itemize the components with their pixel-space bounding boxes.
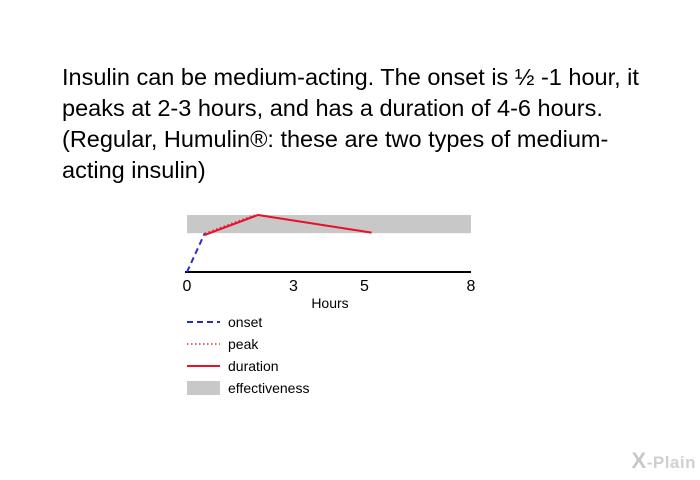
x-axis-title: Hours — [311, 295, 349, 311]
legend-label-peak: peak — [228, 336, 259, 352]
legend-label-duration: duration — [228, 358, 279, 374]
x-plain-logo — [632, 448, 696, 474]
x-tick-labels — [183, 278, 476, 295]
x-tick-label: 5 — [360, 278, 369, 295]
description-text: Insulin can be medium-acting. The onset is ½ -1 hour, it peaks at 2-3 hours, and has a duration of 4-6 hours. (Regular, Humulin®: these are two types of medium-acting insulin) — [62, 64, 639, 183]
x-tick-label: 3 — [289, 278, 298, 295]
legend-label-effectiveness: effectiveness — [228, 380, 310, 396]
x-plain-logo-mark: X — [631, 448, 647, 473]
x-tick-label: 0 — [182, 278, 192, 295]
x-plain-logo-text: -Plain — [646, 453, 696, 472]
effectiveness-band — [187, 215, 471, 233]
legend — [187, 314, 309, 396]
x-tick-label: 8 — [466, 278, 476, 295]
legend-swatch-effectiveness — [187, 381, 220, 395]
series-onset — [187, 233, 205, 272]
legend-label-onset: onset — [228, 314, 263, 330]
